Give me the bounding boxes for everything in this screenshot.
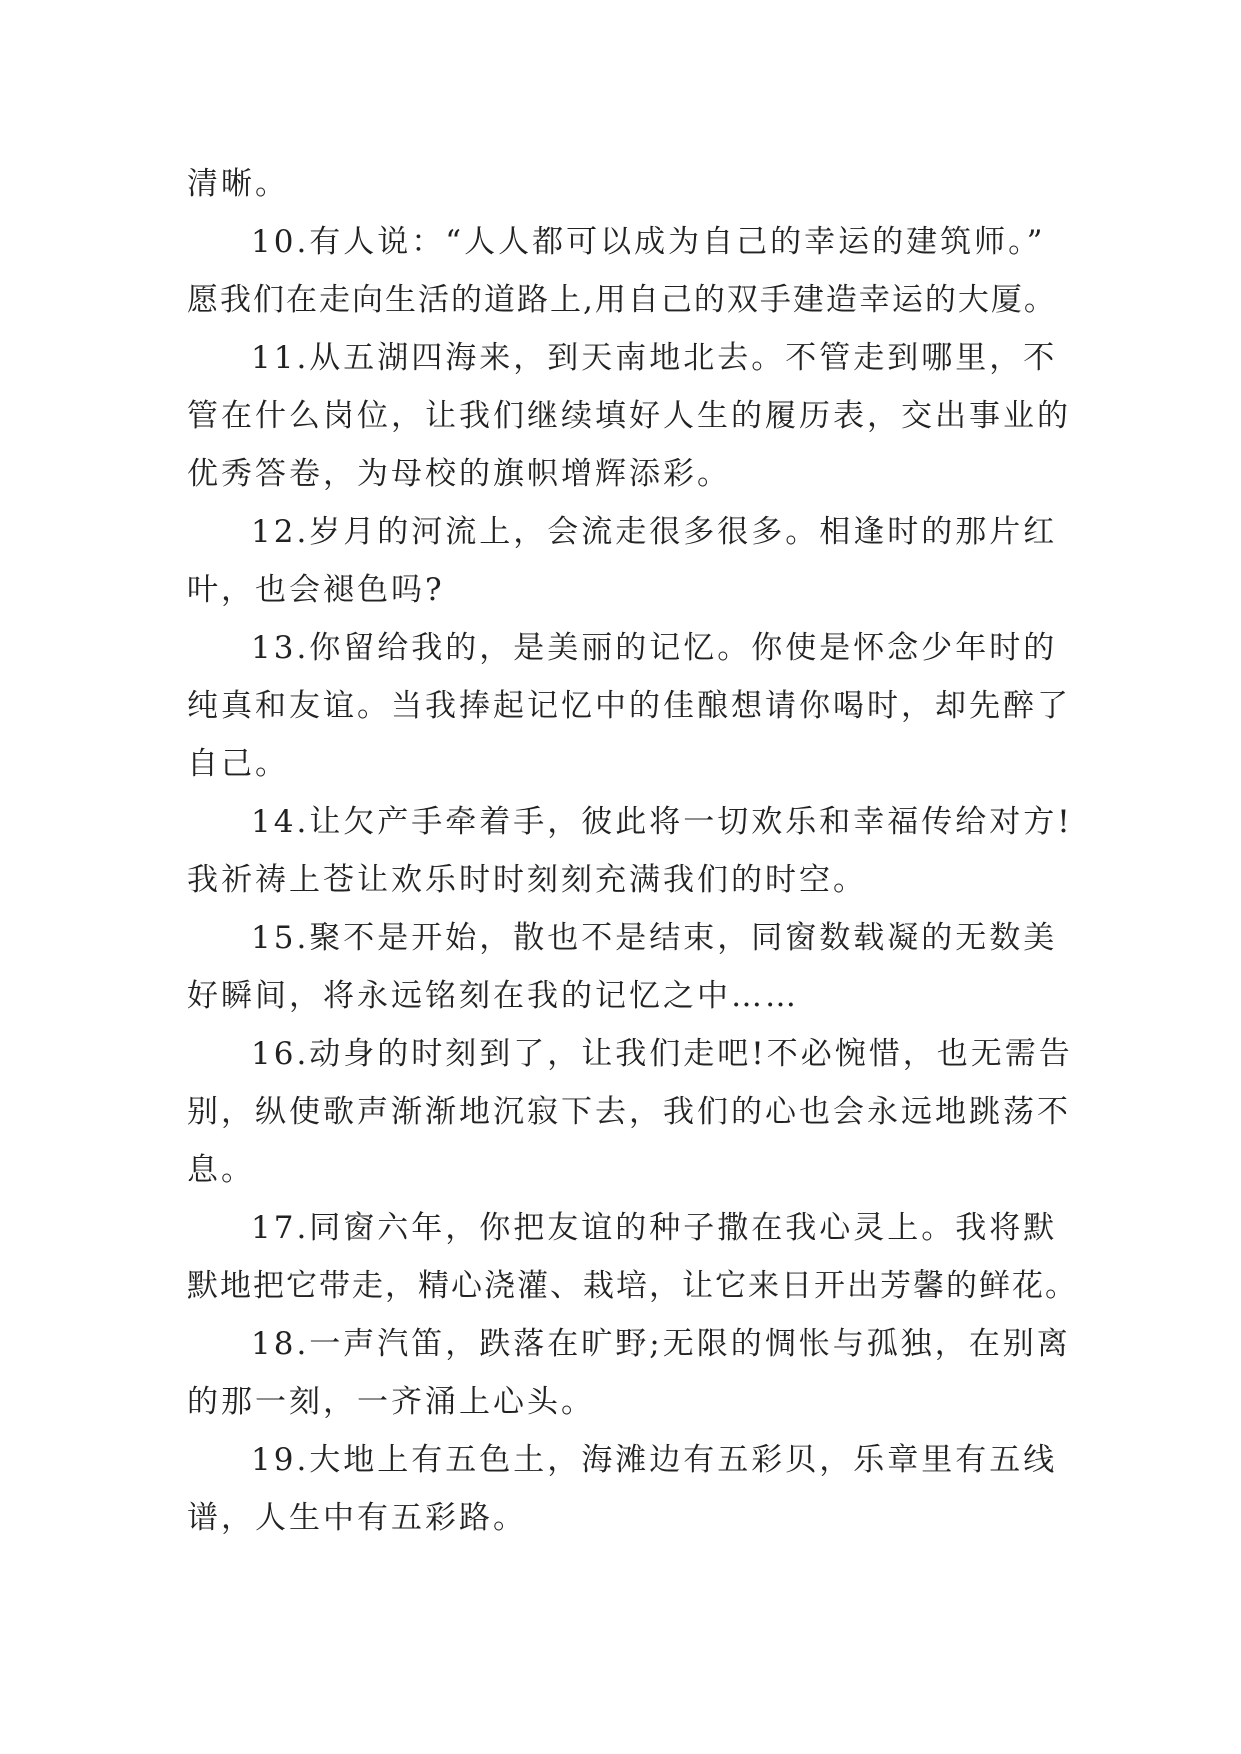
text-line: 谱，人生中有五彩路。 [187,1500,527,1536]
text-line: 愿我们在走向生活的道路上,用自己的双手建造幸运的大厦。 [187,282,1057,318]
paragraph-17 [187,1199,1078,1315]
text-line: 我祈祷上苍让欢乐时时刻刻充满我们的时空。 [187,862,867,898]
paragraph-11 [187,329,1071,503]
text-line: 12.岁月的河流上，会流走很多很多。相逢时的那片红 [251,514,1058,550]
paragraph-12 [187,503,1067,619]
paragraph-19 [187,1431,1067,1547]
text-line: 纯真和友谊。当我捧起记忆中的佳酿想请你喝时，却先醉了 [187,688,1071,724]
paragraph-10 [187,213,1067,329]
paragraph-continuation [187,155,1067,213]
text-line: 息。 [187,1152,255,1188]
text-line: 19.大地上有五色土，海滩边有五彩贝，乐章里有五线 [251,1442,1058,1478]
text-line: 别，纵使歌声渐渐地沉寂下去，我们的心也会永远地跳荡不 [187,1094,1071,1130]
text-line: 11.从五湖四海来，到天南地北去。不管走到哪里，不 [251,340,1058,376]
document-body [187,155,1078,1547]
text-line: 清晰。 [187,166,289,202]
text-line: 13.你留给我的，是美丽的记忆。你使是怀念少年时的 [251,630,1058,666]
text-line: 管在什么岗位，让我们继续填好人生的履历表，交出事业的 [187,398,1071,434]
paragraph-18 [187,1315,1071,1431]
paragraph-16 [187,1025,1073,1199]
text-line: 叶，也会褪色吗? [187,572,445,608]
text-line: 优秀答卷，为母校的旗帜增辉添彩。 [187,456,731,492]
text-line: 18.一声汽笛，跌落在旷野;无限的惆怅与孤独，在别离 [251,1326,1071,1362]
text-line: 自己。 [187,746,289,782]
paragraph-15 [187,909,1067,1025]
text-line: 16.动身的时刻到了，让我们走吧!不必惋惜，也无需告 [251,1036,1073,1072]
paragraph-14 [187,793,1073,909]
text-line: 17.同窗六年，你把友谊的种子撒在我心灵上。我将默 [251,1210,1058,1246]
text-line: 好瞬间，将永远铭刻在我的记忆之中…… [187,978,799,1014]
paragraph-13 [187,619,1071,793]
text-line: 15.聚不是开始，散也不是结束，同窗数载凝的无数美 [251,920,1058,956]
text-line: 10.有人说：“人人都可以成为自己的幸运的建筑师。” [251,224,1046,260]
text-line: 的那一刻，一齐涌上心头。 [187,1384,595,1420]
text-line: 14.让欠产手牵着手，彼此将一切欢乐和幸福传给对方! [251,804,1073,840]
text-line: 默地把它带走，精心浇灌、栽培，让它来日开出芳馨的鲜花。 [187,1268,1078,1304]
